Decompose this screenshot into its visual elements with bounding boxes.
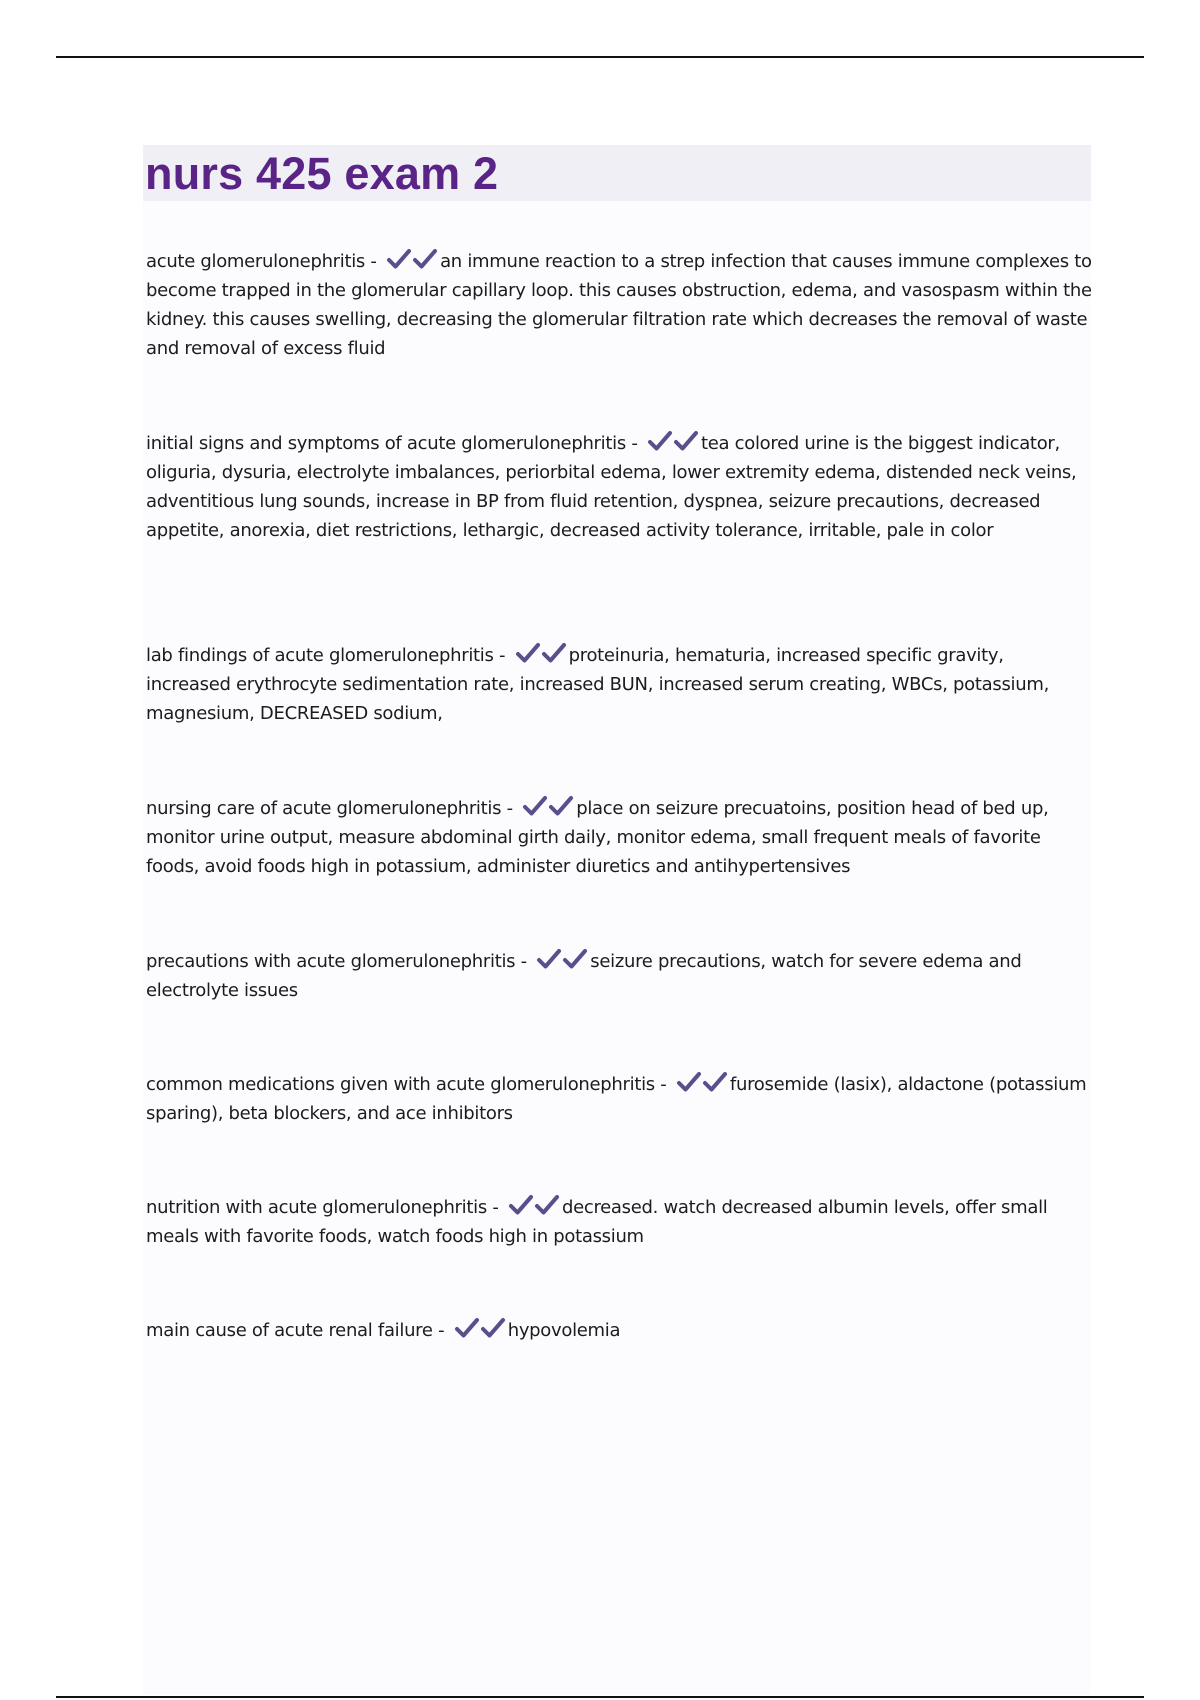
qa-term: acute glomerulonephritis	[146, 251, 366, 272]
qa-definition: an immune reaction to a strep infection that causes immune complexes to become trapped in the glomerular capillary loop. this causes obstruction, edema, and vasospasm within the kidney. this causes swelling, decreasing the glomerular filtration rate which decreases the removal of waste and removal of excess fluid	[146, 251, 1092, 359]
check-marks	[454, 1320, 506, 1341]
qa-separator: -	[625, 433, 643, 454]
check-mark-icon	[454, 1317, 480, 1339]
content-area	[143, 145, 1091, 1695]
qa-definition: furosemide (lasix), aldactone (potassium sparing), beta blockers, and ace inhibitors	[146, 1074, 1087, 1124]
qa-separator: -	[365, 251, 383, 272]
qa-term: initial signs and symptoms of acute glomerulonephritis	[146, 433, 626, 454]
check-marks	[522, 798, 574, 819]
check-marks	[536, 951, 588, 972]
check-mark-icon	[522, 795, 548, 817]
qa-definition: seizure precautions, watch for severe edema and electrolyte issues	[146, 951, 1022, 1001]
qa-term: main cause of acute renal failure	[146, 1320, 433, 1341]
qa-separator: -	[654, 1074, 672, 1095]
header-rule	[56, 56, 1144, 58]
check-mark-icon	[562, 948, 588, 970]
check-mark-icon	[673, 430, 699, 452]
check-marks	[515, 645, 567, 666]
qa-definition: tea colored urine is the biggest indicator, oliguria, dysuria, electrolyte imbalances, periorbital edema, lower extremity edema, distended neck veins, adventitious lung sounds, increase in BP from fluid retention, dyspnea, seizure precautions, decreased appetite, anorexia, diet restrictions, lethargic, decreased activity tolerance, irritable, pale in color	[146, 433, 1077, 541]
check-mark-icon	[386, 248, 412, 270]
qa-definition: proteinuria, hematuria, increased specific gravity, increased erythrocyte sedimentation rate, increased BUN, increased serum creating, WBCs, potassium, magnesium, DECREASED sodium,	[146, 645, 1050, 724]
qa-term: lab findings of acute glomerulonephritis	[146, 645, 494, 666]
qa-definition: decreased. watch decreased albumin levels, offer small meals with favorite foods, watch foods high in potassium	[146, 1197, 1048, 1247]
check-marks	[508, 1197, 560, 1218]
qa-separator: -	[515, 951, 533, 972]
check-mark-icon	[702, 1071, 728, 1093]
check-marks	[386, 251, 438, 272]
check-mark-icon	[676, 1071, 702, 1093]
check-mark-icon	[548, 795, 574, 817]
check-mark-icon	[480, 1317, 506, 1339]
qa-separator: -	[432, 1320, 450, 1341]
footer-rule	[56, 1696, 1144, 1698]
check-mark-icon	[647, 430, 673, 452]
qa-term: nutrition with acute glomerulonephritis	[146, 1197, 487, 1218]
qa-term: nursing care of acute glomerulonephritis	[146, 798, 502, 819]
check-mark-icon	[508, 1194, 534, 1216]
qa-term: common medications given with acute glomerulonephritis	[146, 1074, 655, 1095]
qa-definition: place on seizure precuatoins, position head of bed up, monitor urine output, measure abdominal girth daily, monitor edema, small frequent meals of favorite foods, avoid foods high in potassium, administer diuretics and antihypertensives	[146, 798, 1049, 877]
qa-item	[146, 1070, 1092, 1128]
qa-item	[146, 1316, 1092, 1345]
qa-separator: -	[486, 1197, 504, 1218]
check-mark-icon	[515, 642, 541, 664]
check-mark-icon	[536, 948, 562, 970]
qa-term: precautions with acute glomerulonephritis	[146, 951, 516, 972]
check-mark-icon	[541, 642, 567, 664]
qa-separator: -	[501, 798, 519, 819]
page-title: nurs 425 exam 2	[145, 148, 499, 199]
qa-item	[146, 429, 1092, 545]
qa-definition: hypovolemia	[507, 1320, 621, 1341]
qa-item	[146, 947, 1092, 1005]
qa-item	[146, 794, 1092, 881]
check-marks	[647, 433, 699, 454]
qa-item	[146, 641, 1092, 728]
qa-item	[146, 247, 1092, 363]
check-mark-icon	[534, 1194, 560, 1216]
check-marks	[676, 1074, 728, 1095]
qa-item	[146, 1193, 1092, 1251]
check-mark-icon	[412, 248, 438, 270]
qa-separator: -	[493, 645, 511, 666]
